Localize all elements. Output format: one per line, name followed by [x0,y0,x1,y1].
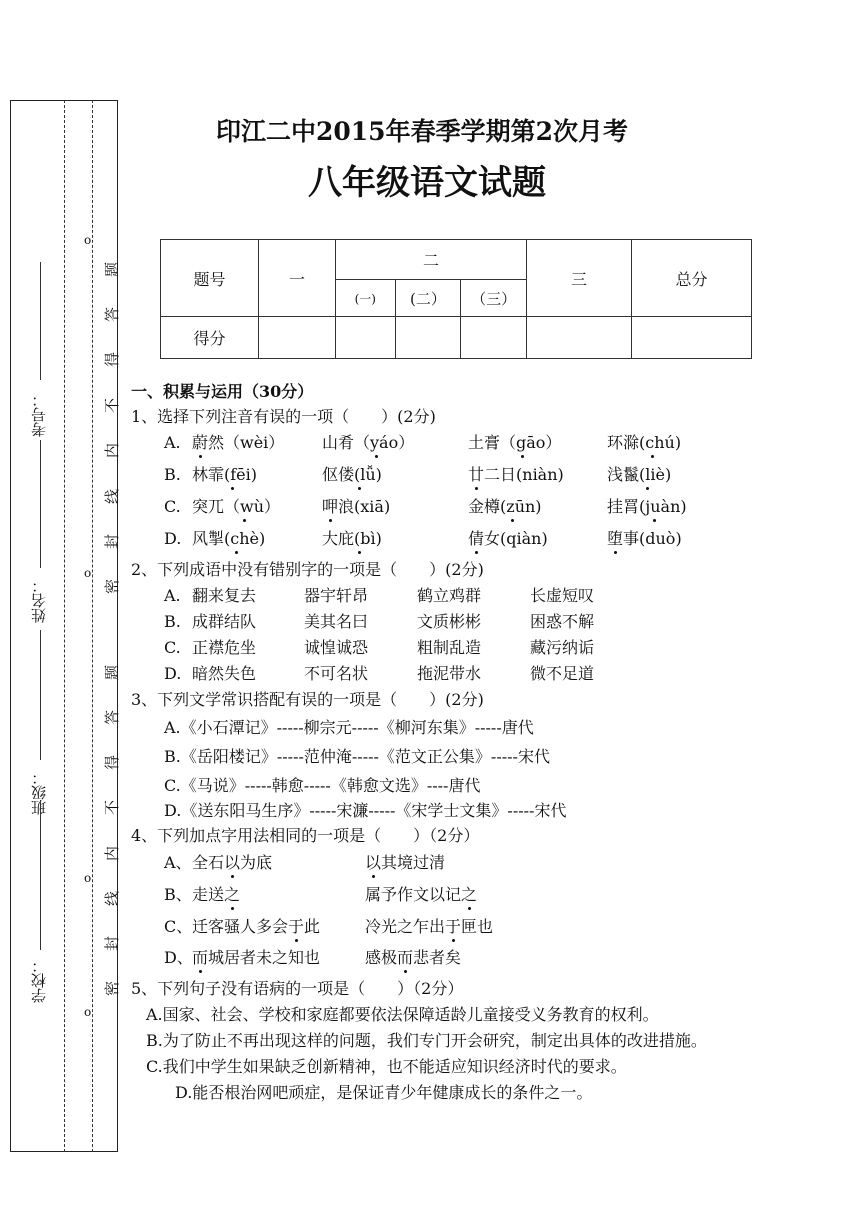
name-label: 姓名： [30,578,48,623]
exam-title: 印江二中2015年春季学期第2次月考 [216,117,628,146]
q2-option-d-item: 拖泥带水 [417,664,482,683]
seal-char: 内 [103,845,122,862]
score-table-header-part3: 三 [527,240,632,317]
binding-hole: o [84,1005,92,1019]
q1-option-d-item: 大庇(bì) [322,529,382,548]
score-table-sub-3: （三） [461,280,527,317]
q2-option-b-item: 美其名曰 [304,612,369,631]
seal-char: 得 [103,351,122,368]
binding-dashed-line-inner [92,100,93,1152]
q1-option-c-item: 呷浪(xiā) [322,497,391,516]
q2-option-c-label: C. [164,638,181,657]
score-table [160,239,752,359]
seal-char: 封 [103,533,122,550]
score-table-row-label: 得分 [161,317,259,359]
score-table-header-number: 题号 [161,240,259,317]
q4-option-c-label: C、 [164,917,193,936]
exam-subtitle: 八年级语文试题 [308,163,546,203]
q1-option-b-item: 廿二日(niàn) [468,465,564,484]
q2-option-b-item: 困惑不解 [530,612,595,631]
q4-option-a-right: 以其境过清 [365,853,446,872]
q3-option-a: A.《小石潭记》-----柳宗元-----《柳河东集》-----唐代 [164,718,534,737]
binding-dashed-line-outer [64,100,65,1152]
class-label: 班级： [30,770,48,815]
q4-option-a-label: A、 [164,853,192,872]
q1-option-a-item: 山肴（yáo） [322,433,415,452]
binding-hole: o [84,566,92,580]
seal-char: 线 [103,890,122,907]
q1-option-a-item: 蔚然（wèi） [192,433,285,452]
q2-option-a-item: 器宇轩昂 [304,586,369,605]
seal-char: 密 [103,980,122,997]
question-1-stem: 1、选择下列注音有误的一项（ ）(2分) [131,407,436,426]
q2-option-c-item: 诚惶诚恐 [304,638,369,657]
q4-option-b-label: B、 [164,885,192,904]
question-4-stem: 4、下列加点字用法相同的一项是（ ）（2分） [131,826,480,845]
score-cell[interactable] [527,317,632,359]
q1-option-a-label: A. [164,433,181,452]
q1-option-c-item: 突兀（wù） [192,497,281,516]
q2-option-a-item: 鹤立鸡群 [417,586,482,605]
name-line[interactable] [40,440,41,568]
q4-option-d-right: 感极而悲者矣 [365,948,462,967]
q5-option-d: D.能否根治网吧顽症，是保证青少年健康成长的条件之一。 [175,1083,593,1102]
seal-char: 密 [103,578,122,595]
q1-option-b-item: 伛偻(lǚ) [322,465,382,484]
seal-char: 不 [103,397,122,414]
q4-option-b-left: 走送之 [192,885,241,904]
binding-hole: o [84,871,92,885]
q1-option-b-item: 浅鬣(liè) [607,465,672,484]
score-table-header-total: 总分 [632,240,752,317]
q1-option-a-item: 土膏（gāo） [468,433,562,452]
q4-option-a-left: 全石以为底 [192,853,273,872]
seal-char: 内 [103,442,122,459]
q2-option-d-label: D. [164,664,182,683]
seal-char: 不 [103,799,122,816]
score-cell[interactable] [461,317,527,359]
q2-option-c-item: 粗制乱造 [417,638,482,657]
q2-option-a-label: A. [164,586,181,605]
q2-option-c-item: 正襟危坐 [192,638,257,657]
q2-option-d-item: 暗然失色 [192,664,257,683]
score-cell[interactable] [336,317,396,359]
q1-option-d-item: 堕事(duò) [607,529,682,548]
seal-char: 线 [103,488,122,505]
q4-option-d-left: 而城居者未之知也 [192,948,321,967]
q2-option-a-item: 长虚短叹 [530,586,595,605]
q4-option-c-left: 迁客骚人多会于此 [192,917,321,936]
q1-option-b-label: B. [164,465,181,484]
q5-option-c: C.我们中学生如果缺乏创新精神，也不能适应知识经济时代的要求。 [146,1057,627,1076]
score-cell[interactable] [632,317,752,359]
seal-char: 得 [103,754,122,771]
section-title: 一、积累与运用（30分） [131,382,314,401]
q1-option-c-item: 挂罥(juàn) [607,497,687,516]
q1-option-c-label: C. [164,497,181,516]
school-label: 学校： [30,958,48,1003]
q4-option-d-label: D、 [164,948,193,967]
q1-option-a-item: 环滁(chú) [607,433,682,452]
q4-option-c-right: 冷光之乍出于匣也 [365,917,494,936]
score-table-sub-2: (二） [395,280,461,317]
seal-char: 答 [103,709,122,726]
q5-option-b: B.为了防止不再出现这样的问题，我们专门开会研究，制定出具体的改进措施。 [146,1031,707,1050]
question-2-stem: 2、下列成语中没有错别字的一项是（ ）(2分) [131,560,484,579]
score-table-header-part1: 一 [259,240,336,317]
school-line[interactable] [40,800,41,950]
exam-number-line[interactable] [40,262,41,380]
q2-option-d-item: 不可名状 [304,664,369,683]
exam-number-label: 考号： [30,392,48,437]
question-3-stem: 3、下列文学常识搭配有误的一项是（ ）(2分) [131,690,484,709]
q1-option-c-item: 金樽(zūn) [468,497,542,516]
q1-option-b-item: 林霏(fēi) [192,465,258,484]
q2-option-b-item: 文质彬彬 [417,612,482,631]
q2-option-a-item: 翻来复去 [192,586,257,605]
q3-option-b: B.《岳阳楼记》-----范仲淹-----《范文正公集》-----宋代 [164,747,550,766]
question-5-stem: 5、下列句子没有语病的一项是（ ）（2分） [131,979,464,998]
seal-char: 题 [103,261,122,278]
q2-option-d-item: 微不足道 [530,664,595,683]
q1-option-d-item: 风掣(chè) [192,529,266,548]
score-cell[interactable] [395,317,461,359]
q2-option-b-item: 成群结队 [192,612,257,631]
seal-char: 答 [103,306,122,323]
seal-char: 题 [103,664,122,681]
q2-option-b-label: B. [164,612,181,631]
q1-option-d-label: D. [164,529,182,548]
q5-option-a: A.国家、社会、学校和家庭都要依法保障适龄儿童接受义务教育的权利。 [146,1005,659,1024]
binding-hole: o [84,233,92,247]
q2-option-c-item: 藏污纳诟 [530,638,595,657]
q3-option-c: C.《马说》-----韩愈-----《韩愈文选》----唐代 [164,776,481,795]
class-line[interactable] [40,630,41,760]
score-cell[interactable] [259,317,336,359]
score-table-sub-1: (一) [336,280,396,317]
q3-option-d: D.《送东阳马生序》-----宋濂-----《宋学士文集》-----宋代 [164,801,567,820]
q4-option-b-right: 属予作文以记之 [365,885,478,904]
seal-char: 封 [103,935,122,952]
q1-option-d-item: 倩女(qiàn) [468,529,548,548]
score-table-header-part2: 二 [336,240,527,280]
